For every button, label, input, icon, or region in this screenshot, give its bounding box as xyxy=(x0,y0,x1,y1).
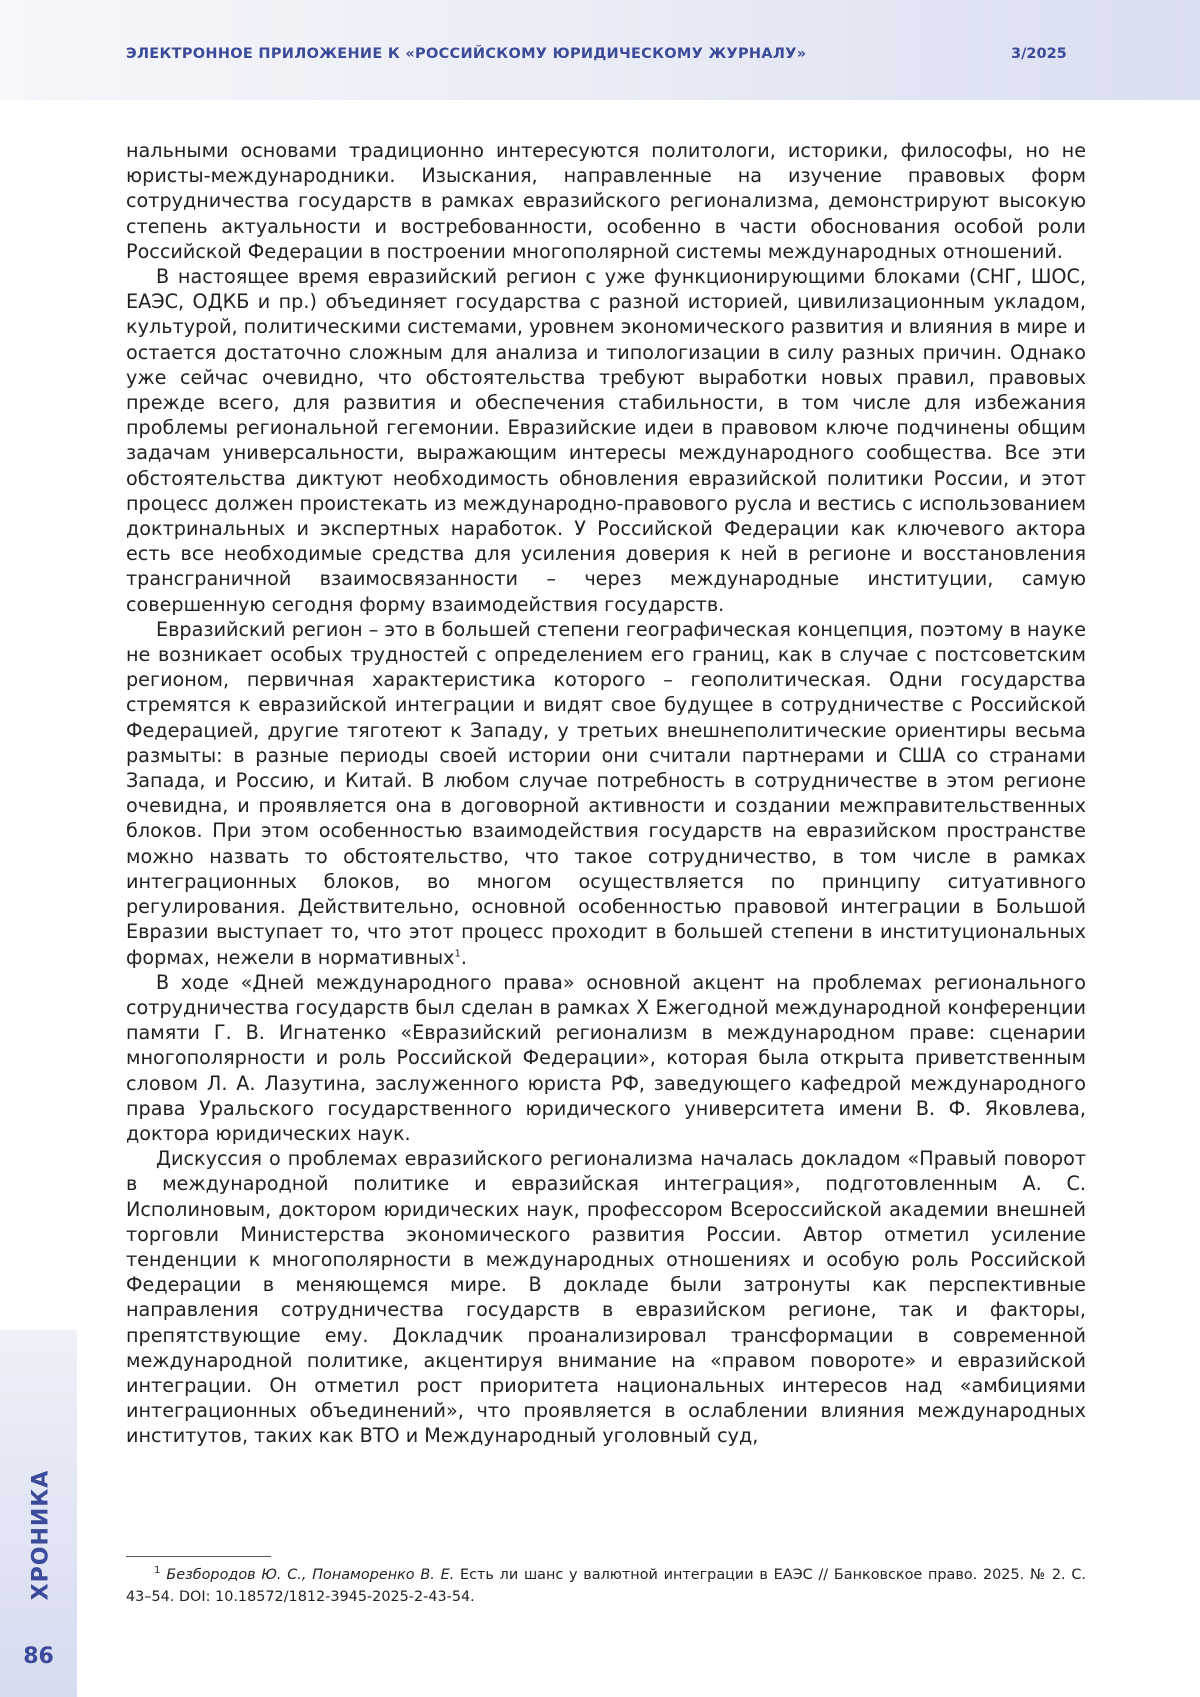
footnote-reference[interactable]: 1 xyxy=(455,948,461,959)
issue-number: 3/2025 xyxy=(1011,46,1067,62)
article-body xyxy=(126,138,1086,1449)
section-label: ХРОНИКА xyxy=(29,1470,54,1601)
paragraph-1: нальными основами традиционно интересуются политологи, историки, философы, но не юристы-международники. Изыскания, направленные на изучение правовых форм сотрудничества государств в рамках евразийского регионализма, демонстрируют высокую степень актуальности и востребованности, особенно в части обоснования особой роли Российской Федерации в построении многополярной системы международных отношений. xyxy=(126,138,1086,264)
paragraph-4: В ходе «Дней международного права» основной акцент на проблемах регионального сотрудничества государств был сделан в рамках X Ежегодной международной конференции памяти Г. В. Игнатенко «Евразийский регионализм в международном праве: сценарии многополярности и роль Российской Федерации», которая была открыта приветственным словом Л. А. Лазутина, заслуженного юриста РФ, заведующего кафедрой международного права Уральского государственного юридического университета имени В. Ф. Яковлева, доктора юридических наук. xyxy=(126,970,1086,1146)
paragraph-5: Дискуссия о проблемах евразийского регионализма началась докладом «Правый поворот в международной политике и евразийская интеграция», подготовленным А. С. Исполиновым, доктором юридических наук, профессором Всероссийской академии внешней торговли Министерства экономического развития России. Автор отметил усиление тенденции к многополярности в международных отношениях и особую роль Российской Федерации в меняющемся мире. В докладе были затронуты как перспективные направления сотрудничества государств в евразийском регионе, так и факторы, препятствующие ему. Докладчик проанализировал трансформации в современной международной политике, акцентируя внимание на «правом повороте» и евразийской интеграции. Он отметил рост приоритета национальных интересов над «амбициями интеграционных объединений», что проявляется в ослаблении влияния международных институтов, таких как ВТО и Международный уголовный суд, xyxy=(126,1146,1086,1448)
paragraph-2: В настоящее время евразийский регион с уже функционирующими блоками (СНГ, ШОС, ЕАЭС, ОДКБ и пр.) объединяет государства с разной историей, цивилизационным укладом, культурой, политическими системами, уровнем экономического развития и влияния в мире и остается достаточно сложным для анализа и типологизации в силу разных причин. Однако уже сейчас очевидно, что обстоятельства требуют выработки новых правил, правовых прежде всего, для развития и обеспечения стабильности, в том числе для избежания проблемы региональной гегемонии. Евразийские идеи в правовом ключе подчинены общим задачам универсальности, выражающим интересы международного сообщества. Все эти обстоятельства диктуют необходимость обновления евразийской политики России, и этот процесс должен проистекать из международно-правового русла и вестись с использованием доктринальных и экспертных наработок. У Российской Федерации как ключевого актора есть все необходимые средства для усиления доверия к ней в регионе и восстановления трансграничной взаимосвязанности – через международные институции, самую совершенную сегодня форму взаимодействия государств. xyxy=(126,264,1086,617)
footnote-authors: Безбородов Ю. С., Понаморенко В. Е. xyxy=(166,1567,454,1583)
journal-title: ЭЛЕКТРОННОЕ ПРИЛОЖЕНИЕ К «РОССИЙСКОМУ ЮРИДИЧЕСКОМУ ЖУРНАЛУ» xyxy=(126,46,806,62)
footnote: 1 Безбородов Ю. С., Понаморенко В. Е. Есть ли шанс у валютной интеграции в ЕАЭС // Банковское право. 2025. № 2. С. 43–54. DOI: 10.18572/1812-3945-2025-2-43-54. xyxy=(126,1565,1086,1608)
header-bar xyxy=(0,0,1200,100)
paragraph-3 xyxy=(126,617,1086,970)
page-number: 86 xyxy=(0,1644,77,1669)
paragraph-3-text: Евразийский регион – это в большей степени географическая концепция, поэтому в науке не возникает особых трудностей с определением его границ, как в случае с постсоветским регионом, первичная характеристика которого – геополитическая. Одни государства стремятся к евразийской интеграции и видят свое будущее в сотрудничестве с Российской Федерацией, другие тяготеют к Западу, у третьих внешнеполитические ориентиры весьма размыты: в разные периоды своей истории они считали партнерами и США со странами Запада, и Россию, и Китай. В любом случае потребность в сотрудничестве в этом регионе очевидна, и проявляется она в договорной активности и создании межправительственных блоков. При этом особенностью взаимодействия государств на евразийском пространстве можно назвать то обстоятельство, что такое сотрудничество, в том числе в рамках интеграционных блоков, во многом осуществляется по принципу ситуативного регулирования. Действительно, основной особенностью правовой интеграции в Большой Евразии выступает то, что этот процесс проходит в большей степени в институциональных формах, нежели в нормативных xyxy=(126,618,1086,969)
footnote-divider xyxy=(126,1556,271,1557)
footnote-text: Есть ли шанс у валютной интеграции в ЕАЭС // Банковское право. 2025. № 2. С. 43–54. DOI: 10.18572/1812-3945-2025-2-43-54. xyxy=(126,1567,1086,1605)
paragraph-3-tail: . xyxy=(461,946,467,969)
